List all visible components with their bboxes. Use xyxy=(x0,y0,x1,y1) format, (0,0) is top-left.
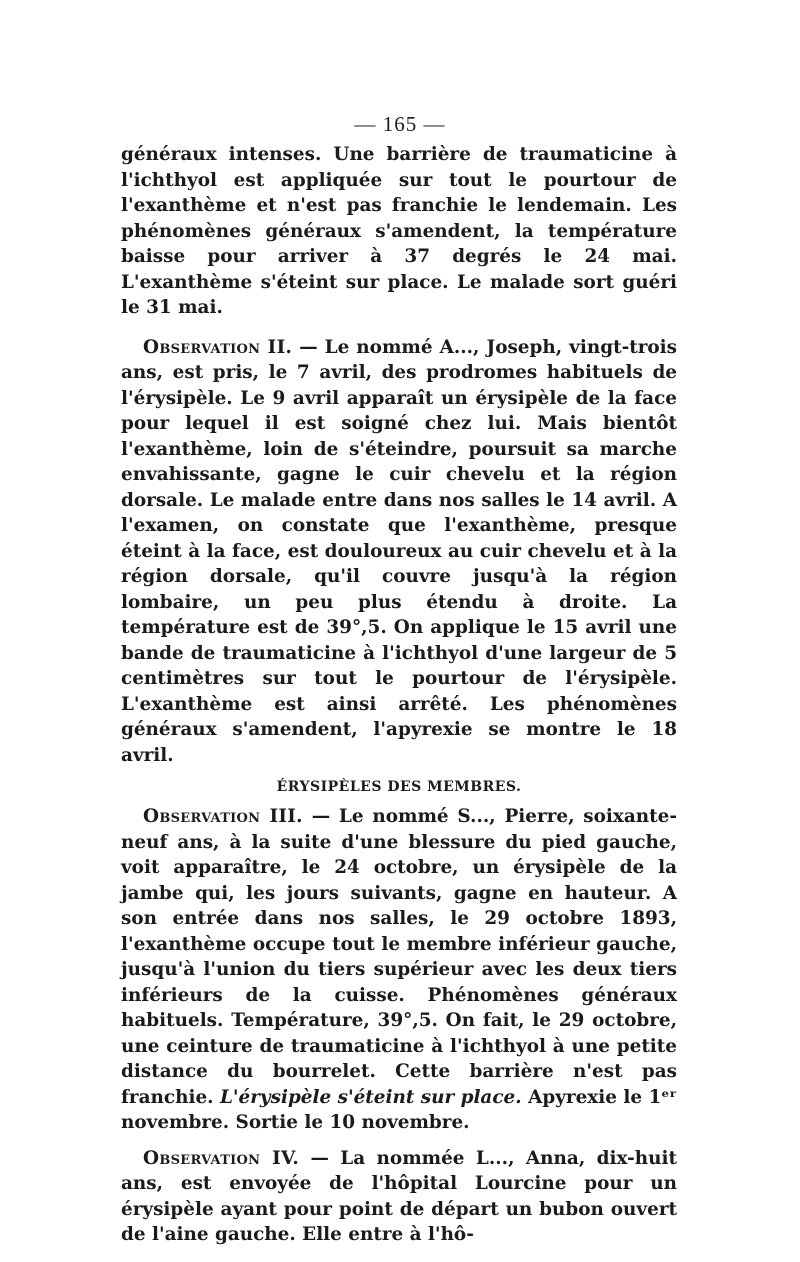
observation-3-text-b: Apyrexie le 1ᵉʳ novembre. Sortie le 10 novembre. xyxy=(121,1086,678,1133)
observation-2 xyxy=(121,335,677,769)
observation-3-italic: L'érysipèle s'éteint sur place. xyxy=(219,1086,522,1108)
page-number: — 165 — xyxy=(354,112,446,136)
paragraph-gap xyxy=(121,321,677,335)
observation-3 xyxy=(121,804,677,1136)
observation-2-label: Observation II. xyxy=(143,336,293,358)
observation-4-label: Observation IV. xyxy=(143,1147,300,1169)
paragraph-continuation: généraux intenses. Une barrière de traumaticine à l'ichthyol est appliquée sur tout le pourtour de l'exanthème et n'est pas franchie le lendemain. Les phénomènes généraux s'amendent, la température baisse pour arriver à 37 degrés le 24 mai. L'exanthème s'éteint sur place. Le malade sort guéri le 31 mai. xyxy=(121,144,677,318)
paragraph-gap xyxy=(121,1136,677,1146)
observation-4 xyxy=(121,1146,677,1248)
observation-2-text: — Le nommé A..., Joseph, vingt-trois ans, est pris, le 7 avril, des prodromes habituels de l'érysipèle. Le 9 avril apparaît un érysipèle de la face pour lequel il est soigné chez lui. Mais bientôt l'exanthème, loin de s'éteindre, poursuit sa marche envahissante, gagne le cuir chevelu et la région dorsale. Le malade entre dans nos salles le 14 avril. A l'examen, on constate que l'exanthème, presque éteint à la face, est douloureux au cuir chevelu et à la région dorsale, qu'il couvre jusqu'à la région lombaire, un peu plus étendu à droite. La température est de 39°,5. On applique le 15 avril une bande de traumaticine à l'ichthyol d'une largeur de 5 centimètres sur tout le pourtour de l'érysipèle. L'exanthème est ainsi arrêté. Les phénomènes généraux s'amendent, l'apyrexie se montre le 18 avril. xyxy=(121,336,677,766)
section-heading: ÉRYSIPÈLES DES MEMBRES. xyxy=(276,779,522,795)
observation-3-label: Observation III. xyxy=(143,806,303,827)
observation-3-text-a: — Le nommé S..., Pierre, soixante-neuf ans, à la suite d'une blessure du pied gauche, voit apparaître, le 24 octobre, un érysipèle de la jambe qui, les jours suivants, gagne en hauteur. A son entrée dans nos salles, le 29 octobre 1893, l'exanthème occupe tout le membre inférieur gauche, jusqu'à l'union du tiers supérieur avec les deux tiers inférieurs de la cuisse. Phénomènes généraux habituels. Température, 39°,5. On fait, le 29 octobre, une ceinture de traumaticine à l'ichthyol à une petite distance du bourrelet. Cette barrière n'est pas franchie. xyxy=(121,806,677,1108)
page-body xyxy=(121,142,677,1248)
observation-4-text: — La nommée L..., Anna, dix-huit ans, est envoyée de l'hôpital Lourcine pour un érysipèle ayant pour point de départ un bubon ouvert de l'aine gauche. Elle entre à l'hô- xyxy=(121,1147,677,1245)
